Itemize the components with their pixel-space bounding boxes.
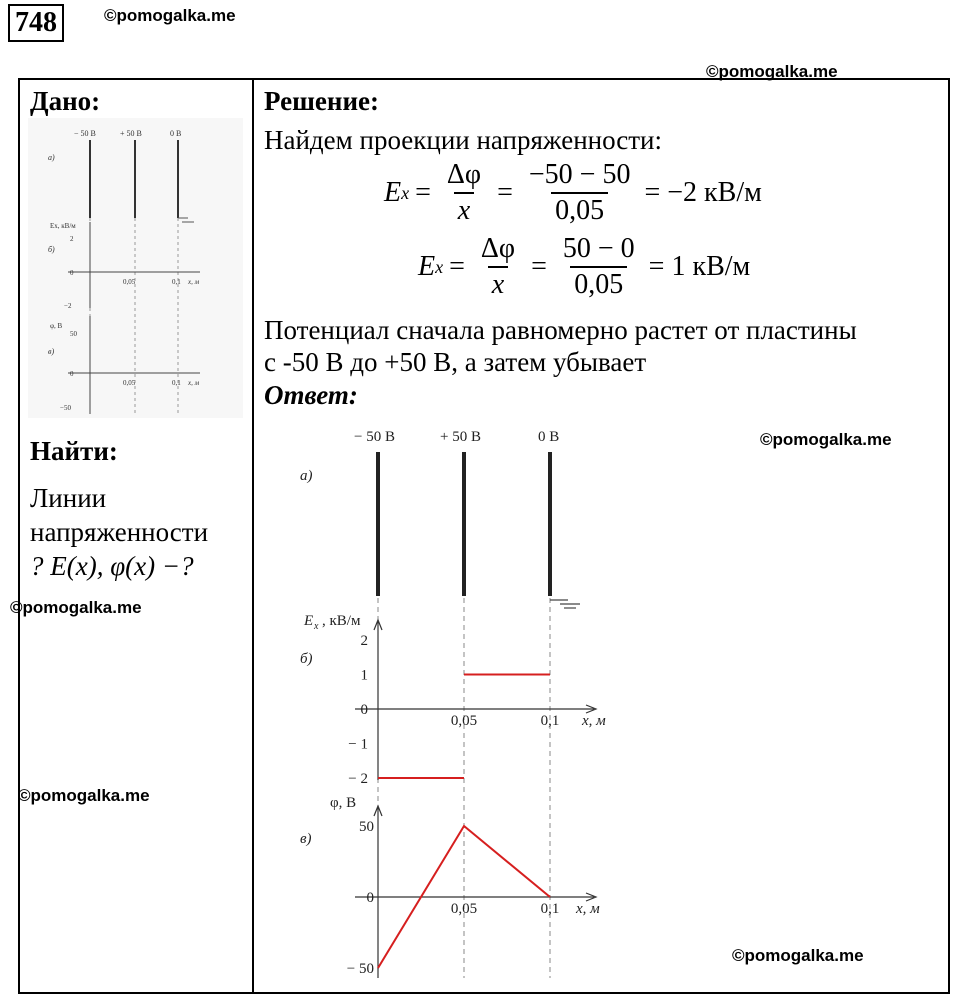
watermark: ©pomogalka.me [706,62,838,81]
given-heading: Дано: [30,86,101,116]
formula-ex-2: E x = $\frac{\Delta\varphi}{x}$ = $\frac{50 - 0}{0,05}$ = 1 кВ/м [418,233,751,300]
svg-text:0,1: 0,1 [172,278,181,286]
find-heading: Найти: [30,436,118,466]
svg-text:0: 0 [70,370,74,378]
svg-text:0,1: 0,1 [172,379,181,387]
find-text: напряженности [30,517,209,547]
thumb-plate-label: − 50 В [74,129,96,138]
ex-tick-label: − 2 [348,771,368,787]
formula-ex-1: E x = $\frac{\Delta\varphi}{x}$ = $\frac{-50 - 50}{0,05}$ = −2 кВ/м [384,159,762,226]
phi-x-tick-label: 0,05 [450,901,478,917]
plate-label: − 50 В [354,429,395,445]
ex-axes [348,620,606,787]
svg-text:φ, В: φ, В [50,322,63,330]
ex-axis-label: E [304,613,314,629]
ex-tick-label: − 1 [348,736,368,753]
phi-x-axis-label: x, м [576,901,600,917]
phi-x-tick-label: 0,1 [540,901,560,917]
answer-heading: Ответ: [264,380,358,410]
svg-text:−50: −50 [60,404,71,412]
solution-text: с -50 В до +50 В, а затем убывает [264,347,647,377]
plate-label: 0 В [538,429,560,445]
ex-x-tick-label: 0,05 [450,713,478,729]
svg-text:x, м: x, м [188,379,200,387]
svg-text:x, м: x, м [188,278,200,286]
phi-axis-label: φ, В [330,795,357,811]
panel-label-b: б) [300,651,313,667]
find-text: ? E(x), φ(x) −? [30,551,194,581]
svg-text:−2: −2 [64,302,72,310]
watermark: ©pomogalka.me [732,946,864,965]
thumb-plate-label: 0 В [170,129,182,138]
watermark: ©pomogalka.me [10,598,142,617]
thumb-plate-label: + 50 В [120,129,142,138]
thumb-label-a: а) [48,153,55,162]
watermark: ©pomogalka.me [760,430,892,449]
svg-text:50: 50 [70,330,77,338]
phi-tick-label: 0 [366,890,374,906]
panel-label-a: а) [300,468,313,484]
ex-axis-unit: , кВ/м [322,613,361,629]
plate-label: + 50 В [440,429,481,445]
svg-text:0,05: 0,05 [123,379,136,387]
phi-tick-label: 50 [359,819,374,835]
problem-number: 748 [8,4,64,42]
svg-text:2: 2 [70,235,74,243]
solution-intro: Найдем проекции напряженности: [264,125,662,155]
find-text: Линии [30,483,107,513]
ex-x-axis-label: x, м [582,713,606,729]
panel-label-c: в) [300,831,312,847]
svg-text:Ex, кВ/м: Ex, кВ/м [50,222,76,230]
ex-tick-label: 0 [360,702,368,718]
ex-x-tick-label: 0,1 [540,713,560,729]
thumb-label-b: б) [48,245,55,254]
svg-text:0,05: 0,05 [123,278,136,286]
watermark: ©pomogalka.me [104,6,236,25]
solution-text: Потенциал сначала равномерно растет от пластины [264,315,857,345]
phi-axes [347,806,600,978]
solution-heading: Решение: [264,86,379,116]
ex-axis-sub: x [314,621,319,632]
ex-tick-label: 1 [360,667,368,684]
svg-text:0: 0 [70,269,74,277]
thumb-label-c: в) [48,347,55,356]
phi-tick-label: − 50 [346,961,374,977]
watermark: ©pomogalka.me [18,786,150,805]
ex-tick-label: 2 [360,633,368,649]
